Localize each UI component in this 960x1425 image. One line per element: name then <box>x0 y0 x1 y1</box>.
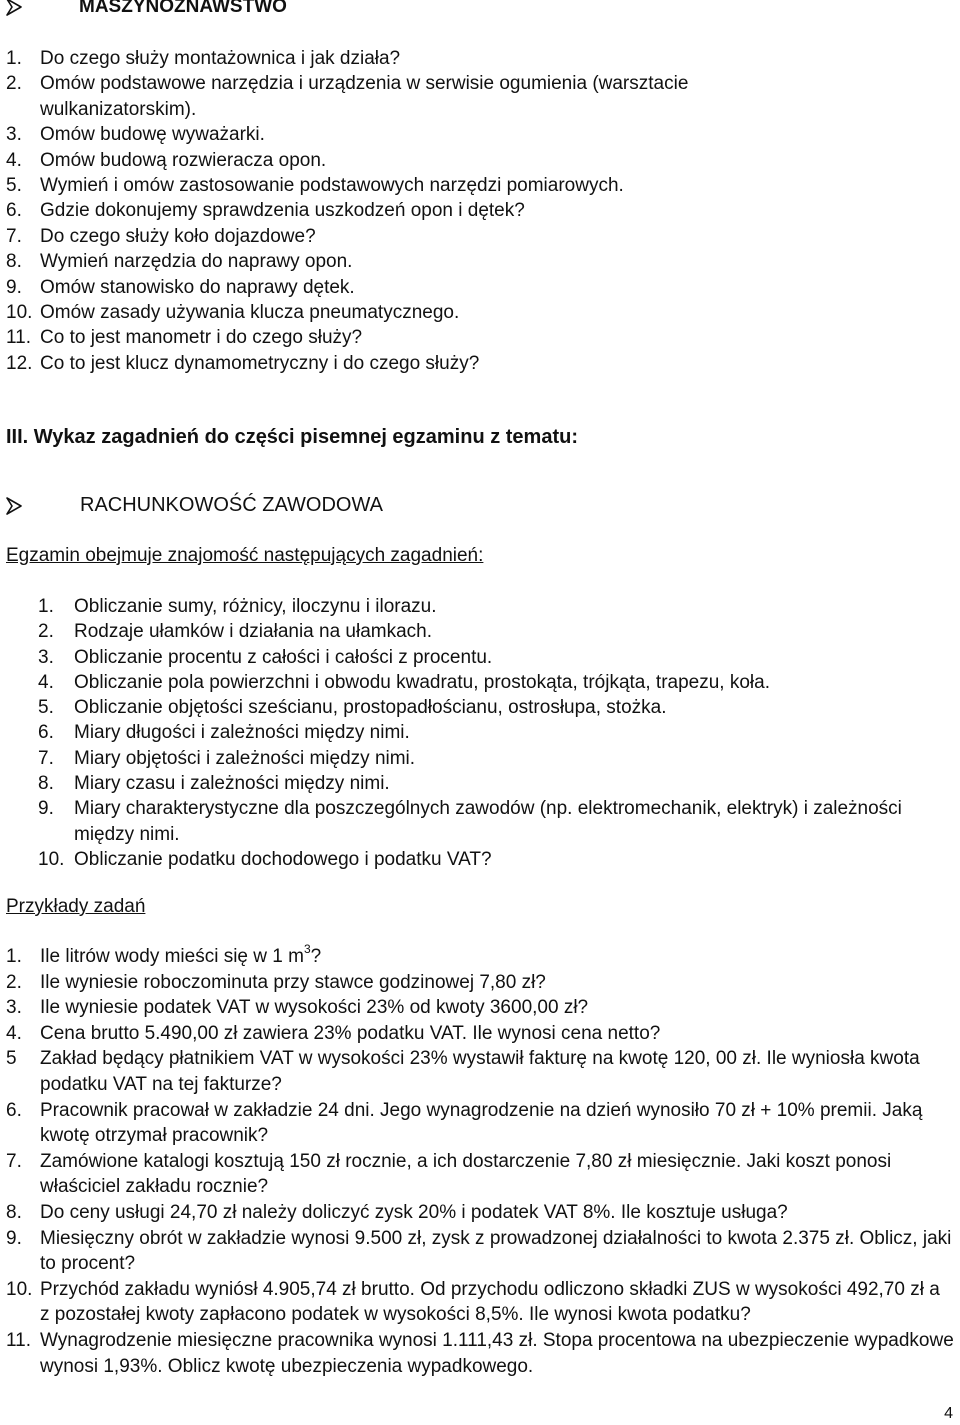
item-number: 10. <box>6 1278 33 1300</box>
list-item <box>38 771 918 796</box>
item-number: 1. <box>6 48 22 69</box>
list-item <box>38 594 918 619</box>
item-text: Omów podstawowe narzędzia i urządzenia w serwisie ogumienia (warsztacie wulkanizatorskim). <box>40 73 689 120</box>
item-text: Omów zasady używania klucza pneumatycznego. <box>40 302 460 324</box>
page-number: 4 <box>944 1405 953 1422</box>
item-text: Zamówione katalogi kosztują 150 zł rocznie, a ich dostarczenie 7,80 zł miesięcznie. Jaki koszt ponosi właściciel zakładu rocznie? <box>40 1150 892 1198</box>
item-number: 4. <box>6 1022 22 1044</box>
item-text: Obliczanie objętości sześcianu, prostopadłościanu, ostrosłupa, stożka. <box>74 697 667 719</box>
item-text: Do ceny usługi 24,70 zł należy doliczyć zysk 20% i podatek VAT 8%. Ile kosztuje usługa? <box>40 1201 788 1223</box>
item-text: Wymień narzędzia do naprawy opon. <box>40 251 353 273</box>
item-number: 7. <box>38 747 54 769</box>
item-text: Wymień i omów zastosowanie podstawowych narzędzi pomiarowych. <box>40 175 624 197</box>
item-number: 2. <box>6 73 22 95</box>
list-item <box>6 1328 954 1379</box>
item-number: 8. <box>6 1201 22 1223</box>
list-item <box>6 970 954 996</box>
item-text: Obliczanie podatku dochodowego i podatku VAT? <box>74 848 492 870</box>
item-text: Obliczanie sumy, różnicy, iloczynu i ilorazu. <box>74 596 437 617</box>
item-text: Obliczanie pola powierzchni i obwodu kwadratu, prostokąta, trójkąta, trapezu, koła. <box>74 671 770 693</box>
list-item <box>6 1149 954 1200</box>
question-list <box>6 46 846 376</box>
item-text: Miary czasu i zależności między nimi. <box>74 773 390 795</box>
list-item <box>6 275 846 300</box>
item-text: Ile litrów wody mieści się w 1 $m^3$? <box>40 941 322 967</box>
item-number: 8. <box>38 773 54 795</box>
list-item <box>6 1098 954 1149</box>
item-number: 11. <box>6 327 32 349</box>
item-number: 2. <box>38 621 54 643</box>
topics-list <box>38 594 918 872</box>
list-item <box>38 619 918 644</box>
item-text: Miesięczny obrót w zakładzie wynosi 9.500 zł, zysk z prowadzonej działalności to kwota 2.375 zł. Oblicz, jaki to procent? <box>40 1227 952 1275</box>
item-number: 8. <box>6 251 22 273</box>
arrow-bullet-icon <box>6 497 22 515</box>
item-number: 2. <box>6 971 22 993</box>
subject-heading <box>6 494 383 517</box>
item-number: 7. <box>6 1150 22 1172</box>
item-number: 10. <box>38 848 65 870</box>
item-number: 5. <box>6 175 22 197</box>
subject-heading-text: RACHUNKOWOŚĆ ZAWODOWA <box>80 494 383 516</box>
list-item <box>38 695 918 720</box>
item-text: Co to jest klucz dynamometryczny i do czego służy? <box>40 352 480 374</box>
item-number: 10. <box>6 302 33 324</box>
list-item <box>6 1200 954 1226</box>
list-item <box>6 1226 954 1277</box>
arrow-bullet-icon <box>6 0 22 16</box>
list-item <box>6 995 954 1021</box>
list-item <box>6 173 846 198</box>
item-text: Do czego służy koło dojazdowe? <box>40 225 316 247</box>
item-number: 7. <box>6 225 22 247</box>
list-item <box>38 746 918 771</box>
list-item <box>38 847 918 872</box>
list-item <box>38 645 918 670</box>
list-item <box>6 351 846 376</box>
item-number: 3. <box>6 997 22 1019</box>
list-item <box>6 122 846 147</box>
list-item <box>6 224 846 249</box>
list-item <box>6 71 846 122</box>
item-text: Wynagrodzenie miesięczne pracownika wynosi 1.111,43 zł. Stopa procentowa na ubezpieczenie wypadkowe wynosi 1,93%. Oblicz kwotę ubezpieczenia wypadkowego. <box>40 1329 954 1377</box>
list-item <box>6 325 846 350</box>
list-item <box>38 796 918 847</box>
topics-intro: Egzamin obejmuje znajomość następujących zagadnień: <box>6 545 484 566</box>
list-item <box>6 300 846 325</box>
item-number: 5 <box>6 1048 17 1070</box>
item-number: 12. <box>6 352 33 374</box>
item-number: 6. <box>38 722 54 744</box>
list-item <box>6 198 846 223</box>
item-number: 6. <box>6 200 22 222</box>
item-number: 3. <box>6 124 22 146</box>
item-text: Obliczanie procentu z całości i całości z procentu. <box>74 646 493 668</box>
item-number: 6. <box>6 1099 22 1121</box>
item-number: 11. <box>6 1329 32 1351</box>
item-text: Cena brutto 5.490,00 zł zawiera 23% podatku VAT. Ile wynosi cena netto? <box>40 1022 661 1044</box>
item-number: 3. <box>38 646 54 668</box>
item-text: Omów budową rozwieracza opon. <box>40 149 327 171</box>
item-text: Ile wyniesie roboczominuta przy stawce godzinowej 7,80 zł? <box>40 971 546 993</box>
item-text: Omów budowę wyważarki. <box>40 124 265 146</box>
item-text: Co to jest manometr i do czego służy? <box>40 327 363 349</box>
list-item <box>6 941 954 970</box>
list-item <box>38 720 918 745</box>
item-number: 9. <box>38 798 54 820</box>
list-item <box>6 1277 954 1328</box>
item-text: Gdzie dokonujemy sprawdzenia uszkodzeń opon i dętek? <box>40 200 525 222</box>
list-item <box>6 46 846 71</box>
list-item <box>6 1046 954 1097</box>
item-number: 1. <box>38 596 54 617</box>
examples-list <box>6 941 954 1379</box>
list-item <box>6 1021 954 1047</box>
item-text: Zakład będący płatnikiem VAT w wysokości 23% wystawił fakturę na kwotę 120, 00 zł. Ile wyniosła kwota podatku VAT na tej fakturze? <box>40 1048 920 1095</box>
item-number: 9. <box>6 276 22 298</box>
section-heading-text: MASZYNOZNAWSTWO <box>79 0 287 17</box>
item-number: 4. <box>6 149 22 171</box>
item-text: Do czego służy montażownica i jak działa? <box>40 48 401 69</box>
list-item <box>6 249 846 274</box>
item-text: Pracownik pracował w zakładzie 24 dni. Jego wynagrodzenie na dzień wynosiło 70 zł + 10% premii. Jaką kwotę otrzymał pracownik? <box>40 1099 923 1147</box>
item-number: 9. <box>6 1227 22 1249</box>
section-title: III. Wykaz zagadnień do części pisemnej egzaminu z tematu: <box>6 426 579 448</box>
item-text: Miary charakterystyczne dla poszczególnych zawodów (np. elektromechanik, elektryk) i zależności między nimi. <box>74 798 902 845</box>
item-text: Ile wyniesie podatek VAT w wysokości 23% od kwoty 3600,00 zł? <box>40 997 589 1019</box>
item-text: Miary długości i zależności między nimi. <box>74 722 410 744</box>
item-number: 4. <box>38 671 54 693</box>
item-number: 5. <box>38 697 54 719</box>
section-heading-maszynoznawstwo <box>6 0 287 18</box>
item-text: Przychód zakładu wyniósł 4.905,74 zł brutto. Od przychodu odliczono składki ZUS w wysokości 492,70 zł a z pozostałej kwoty zapłacono podatek w wysokości 8,5%. Ile wynosi kwota podatku? <box>40 1278 940 1326</box>
item-text: Miary objętości i zależności między nimi. <box>74 747 416 769</box>
item-text: Rodzaje ułamków i działania na ułamkach. <box>74 621 433 643</box>
item-text: Omów stanowisko do naprawy dętek. <box>40 276 355 298</box>
list-item <box>38 670 918 695</box>
item-number: 1. <box>6 946 22 967</box>
examples-heading: Przykłady zadań <box>6 896 146 917</box>
list-item <box>6 148 846 173</box>
